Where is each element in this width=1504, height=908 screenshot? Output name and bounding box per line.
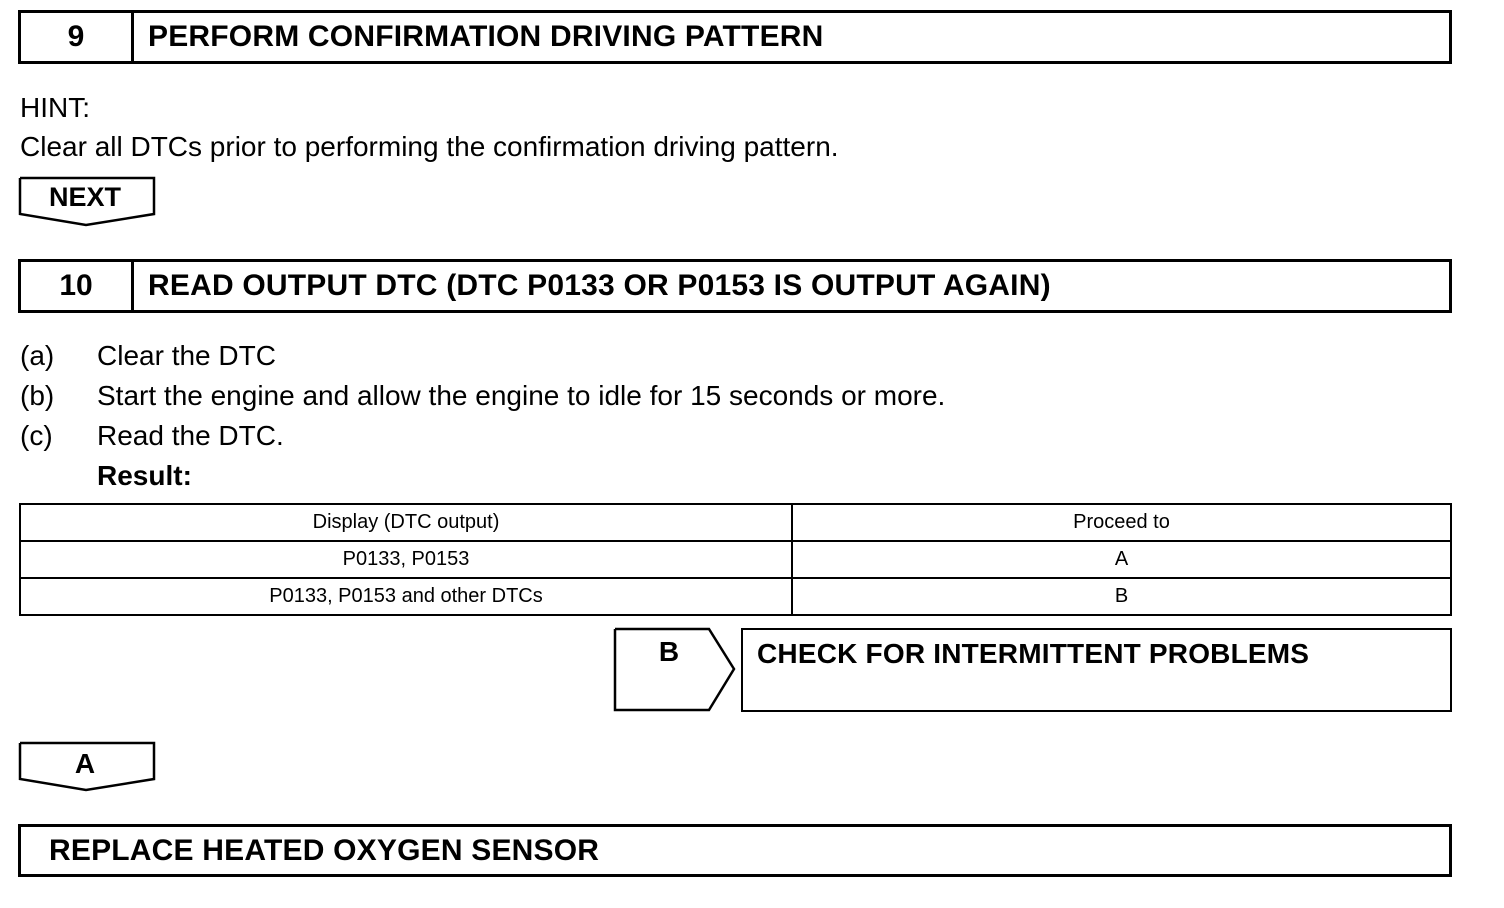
step-10-header (18, 259, 1452, 313)
branch-a-letter: A (74, 748, 96, 779)
step-9-title: PERFORM CONFIRMATION DRIVING PATTERN (148, 20, 824, 53)
table-cell-proceed: A (792, 541, 1451, 578)
step-item-b-text: Start the engine and allow the engine to idle for 15 seconds or more. (97, 380, 946, 411)
branch-a-button[interactable] (18, 741, 156, 793)
next-label: NEXT (48, 182, 121, 212)
table-cell-display: P0133, P0153 and other DTCs (20, 578, 792, 615)
table-row (20, 578, 1451, 615)
step-item-b-marker: (b) (20, 380, 55, 411)
table-header-row (20, 504, 1451, 541)
table-cell-proceed: B (792, 578, 1451, 615)
branch-b-box (741, 628, 1452, 712)
final-step-title: REPLACE HEATED OXYGEN SENSOR (49, 833, 600, 867)
result-label: Result: (97, 460, 192, 491)
branch-b-text: CHECK FOR INTERMITTENT PROBLEMS (757, 638, 1310, 669)
step-10-title: READ OUTPUT DTC (DTC P0133 OR P0153 IS OUTPUT AGAIN) (148, 269, 1051, 302)
result-table (19, 503, 1452, 616)
step-item-c-marker: (c) (20, 420, 53, 451)
table-header-display: Display (DTC output) (20, 504, 792, 541)
branch-b-letter: B (658, 636, 680, 667)
step-item-c-text: Read the DTC. (97, 420, 284, 451)
table-row (20, 541, 1451, 578)
step-item-a-text: Clear the DTC (97, 340, 276, 371)
table-header-proceed: Proceed to (792, 504, 1451, 541)
step-10-number: 10 (21, 262, 134, 310)
hint-text: Clear all DTCs prior to performing the confirmation driving pattern. (20, 131, 839, 162)
table-cell-display: P0133, P0153 (20, 541, 792, 578)
branch-b-button[interactable] (613, 627, 737, 712)
step-9-header (18, 10, 1452, 64)
step-9-number: 9 (21, 13, 134, 61)
next-button[interactable] (18, 176, 156, 228)
final-step-box (18, 824, 1452, 877)
hint-label: HINT: (20, 92, 90, 123)
step-item-a-marker: (a) (20, 340, 55, 371)
